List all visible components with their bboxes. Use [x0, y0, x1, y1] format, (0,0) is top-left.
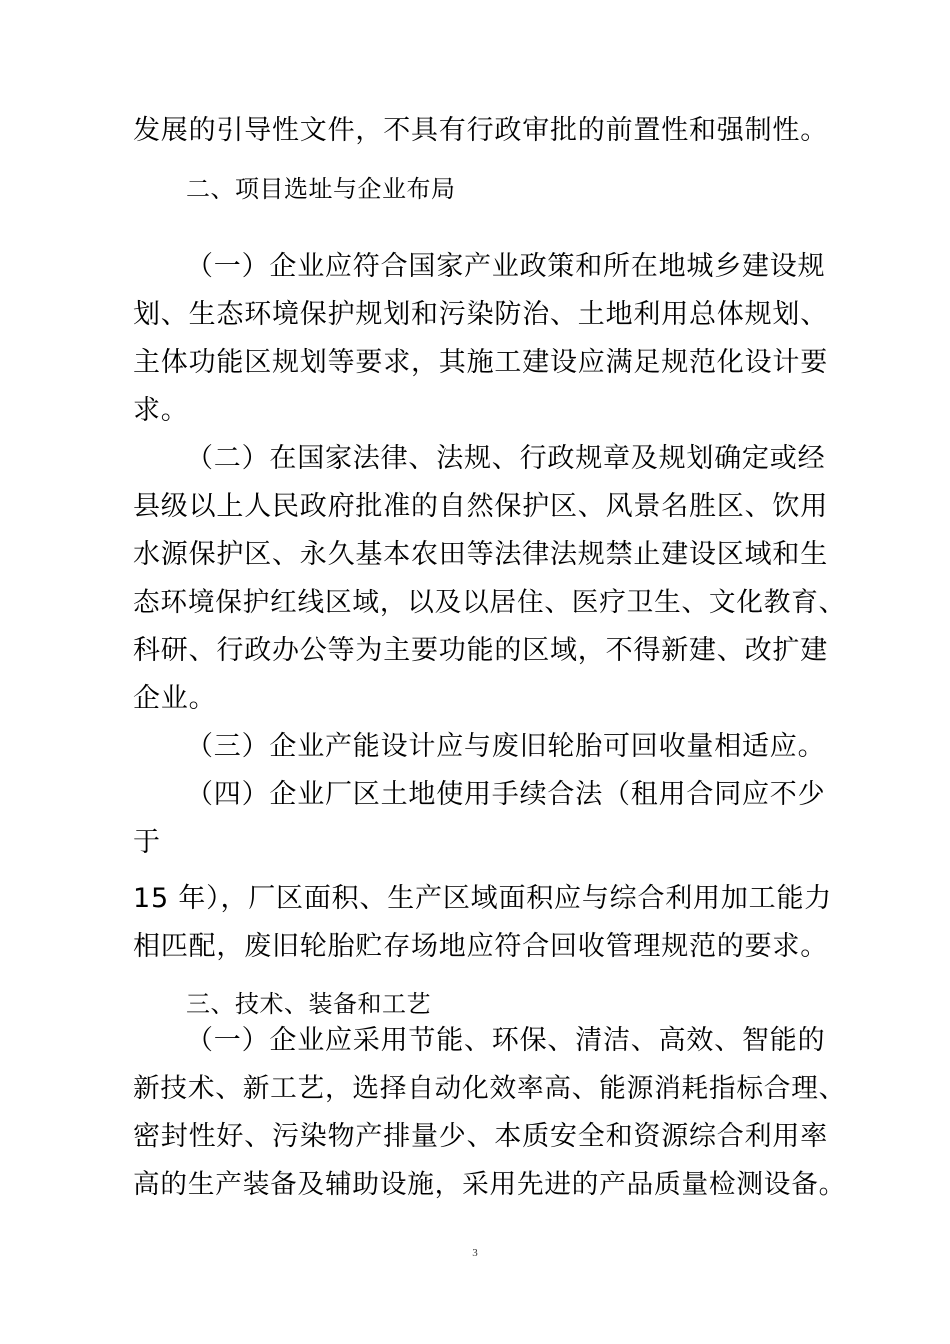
body-line: 水源保护区、永久基本农田等法律法规禁止建设区域和生 — [133, 539, 828, 570]
body-line: （三）企业产能设计应与废旧轮胎可回收量相适应。 — [186, 731, 826, 762]
section-heading: 三、技术、装备和工艺 — [186, 990, 431, 1018]
body-line: 科研、行政办公等为主要功能的区域，不得新建、改扩建 — [133, 635, 828, 666]
body-line: （一）企业应采用节能、环保、清洁、高效、智能的 — [186, 1025, 826, 1056]
body-line: 态环境保护红线区域，以及以居住、医疗卫生、文化教育、 — [133, 587, 847, 618]
body-line: 15 年），厂区面积、生产区域面积应与综合利用加工能力 — [133, 883, 833, 914]
body-line: 密封性好、污染物产排量少、本质安全和资源综合利用率 — [133, 1121, 828, 1152]
body-line: 划、生态环境保护规划和污染防治、土地利用总体规划、 — [133, 299, 828, 330]
page-number: 3 — [472, 1247, 478, 1259]
body-line: 于 — [133, 827, 161, 858]
body-line: 相匹配，废旧轮胎贮存场地应符合回收管理规范的要求。 — [133, 931, 828, 962]
body-line: 县级以上人民政府批准的自然保护区、风景名胜区、饮用 — [133, 491, 828, 522]
body-line: 高的生产装备及辅助设施，采用先进的产品质量检测设备。 — [133, 1169, 847, 1200]
section-heading: 二、项目选址与企业布局 — [186, 175, 456, 203]
body-line: （一）企业应符合国家产业政策和所在地城乡建设规 — [186, 251, 826, 282]
body-line: 求。 — [133, 395, 189, 426]
body-line: （二）在国家法律、法规、行政规章及规划确定或经 — [186, 443, 826, 474]
body-line: 新技术、新工艺，选择自动化效率高、能源消耗指标合理、 — [133, 1073, 847, 1104]
body-line: 企业。 — [133, 683, 217, 714]
body-line: 发展的引导性文件，不具有行政审批的前置性和强制性。 — [133, 115, 828, 146]
body-line: 主体功能区规划等要求，其施工建设应满足规范化设计要 — [133, 347, 828, 378]
body-line: （四）企业厂区土地使用手续合法（租用合同应不少 — [186, 779, 826, 810]
